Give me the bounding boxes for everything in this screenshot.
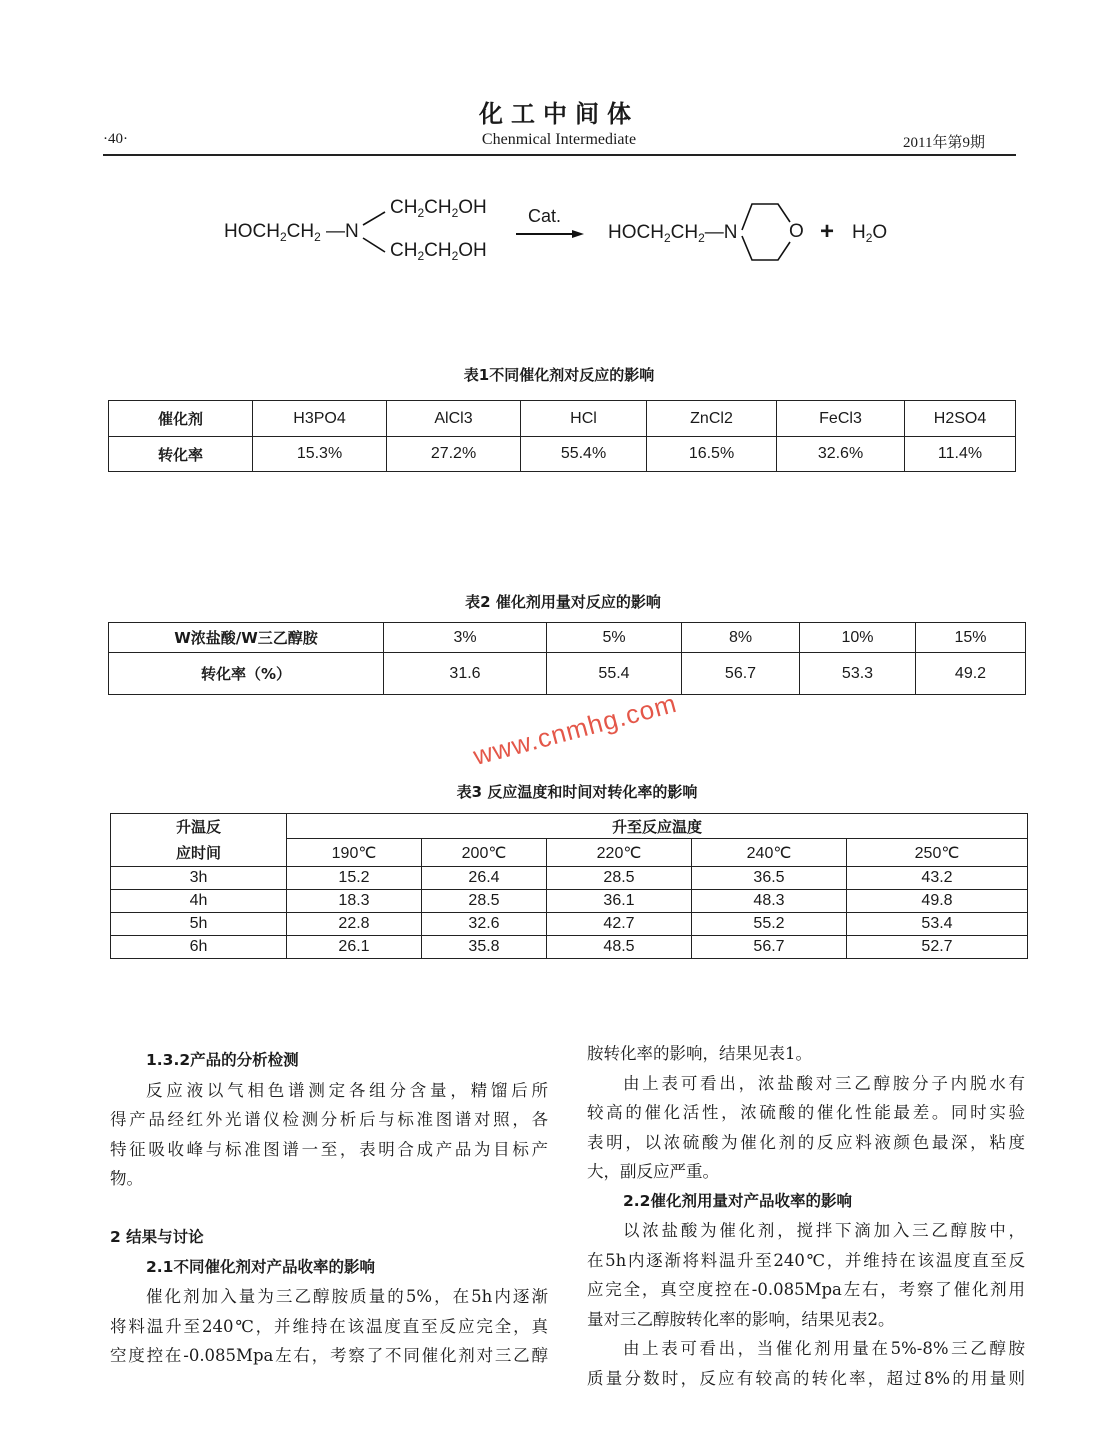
text-line: 表明，以浓硫酸为催化剂的反应料液颜色最深，粘度 <box>587 1132 1025 1152</box>
text-line: 应完全，真空度控在-0.085Mpa左右，考察了催化剂用 <box>587 1280 1025 1299</box>
table-row <box>111 814 1028 839</box>
table-cell: 26.1 <box>287 936 422 959</box>
table-cell: 转化率（%） <box>109 653 384 695</box>
table2 <box>108 622 1026 695</box>
table-cell: 53.4 <box>847 913 1028 936</box>
table-row <box>109 401 1016 437</box>
section-heading-2: 2 结果与讨论 <box>110 1228 204 1246</box>
table-cell: 43.2 <box>847 867 1028 890</box>
text-line: 反应液以气相色谱测定各组分含量，精馏后所 <box>146 1080 548 1100</box>
table-cell: 35.8 <box>422 936 547 959</box>
table3-caption: 表3 反应温度和时间对转化率的影响 <box>456 783 698 801</box>
plus-sign: + <box>820 218 835 245</box>
table-cell: 28.5 <box>422 890 547 913</box>
table-cell: 11.4% <box>905 437 1016 472</box>
text-line: 催化剂加入量为三乙醇胺质量的5%，在5h内逐渐 <box>146 1287 548 1306</box>
body-column-left <box>110 1046 548 1371</box>
table-cell: 48.3 <box>692 890 847 913</box>
table-cell: 18.3 <box>287 890 422 913</box>
table-cell: 32.6% <box>777 437 905 472</box>
table-cell: H2SO4 <box>905 401 1016 437</box>
table-row <box>111 839 1028 867</box>
table-cell: 31.6 <box>384 653 547 695</box>
section-heading-2-2: 2.2催化剂用量对产品收率的影响 <box>623 1191 852 1210</box>
table-cell: FeCl3 <box>777 401 905 437</box>
table-cell: 49.2 <box>916 653 1026 695</box>
text-line: 由上表可看出，当催化剂用量在5%-8%三乙醇胺 <box>623 1339 1025 1358</box>
table2-caption: 表2 催化剂用量对反应的影响 <box>465 593 661 611</box>
journal-title-en: Chenmical Intermediate <box>481 131 637 148</box>
table-cell: 升温反 <box>111 814 287 839</box>
table-cell: 4h <box>111 890 287 913</box>
table-cell: 42.7 <box>547 913 692 936</box>
table-row <box>111 936 1028 959</box>
table-cell: 49.8 <box>847 890 1028 913</box>
table-cell: W浓盐酸/W三乙醇胺 <box>109 623 384 653</box>
table-cell: 15.3% <box>253 437 387 472</box>
table1 <box>108 400 1016 472</box>
paragraph <box>587 1216 1025 1334</box>
table-row <box>111 890 1028 913</box>
table-row <box>111 867 1028 890</box>
table-cell: 催化剂 <box>109 401 253 437</box>
table-cell: 52.7 <box>847 936 1028 959</box>
table3 <box>110 813 1028 959</box>
table-cell: 16.5% <box>647 437 777 472</box>
section-heading-1-3-2: 1.3.2产品的分析检测 <box>146 1051 299 1069</box>
header-rule <box>103 154 1016 156</box>
table-cell: 56.7 <box>682 653 800 695</box>
table-cell: 250℃ <box>847 839 1028 867</box>
body-column-right <box>587 1039 1025 1393</box>
table-cell: 应时间 <box>111 839 287 867</box>
table-cell: 48.5 <box>547 936 692 959</box>
table-cell: ZnCl2 <box>647 401 777 437</box>
paragraph <box>587 1334 1025 1393</box>
table-row <box>111 913 1028 936</box>
reactant-branch-top: $CH_2CH_2OH$ <box>390 197 487 220</box>
text-line: 得产品经红外光谱仪检测分析后与标准图谱对照，各 <box>110 1110 548 1129</box>
water: $H_2O$ <box>852 222 888 245</box>
text-line: 特征吸收峰与标准图谱一至，表明合成产品为目标产 <box>110 1139 548 1159</box>
table-cell: 26.4 <box>422 867 547 890</box>
table-cell: 6h <box>111 936 287 959</box>
paragraph <box>110 1076 548 1194</box>
table-cell: HCl <box>521 401 647 437</box>
paragraph <box>110 1282 548 1371</box>
text-line: 胺转化率的影响，结果见表1。 <box>587 1044 812 1063</box>
table-cell: 53.3 <box>800 653 916 695</box>
table-cell: 36.5 <box>692 867 847 890</box>
table-cell: 220℃ <box>547 839 692 867</box>
table-cell: AlCl3 <box>387 401 521 437</box>
table-cell: 56.7 <box>692 936 847 959</box>
table-cell: 8% <box>682 623 800 653</box>
reactant-main: $HOCH_2CH_2$ —N <box>224 221 359 244</box>
reactant-branch-bottom: $CH_2CH_2OH$ <box>390 240 487 263</box>
text-line: 以浓盐酸为催化剂，搅拌下滴加入三乙醇胺中， <box>623 1221 1025 1240</box>
table-cell: 5h <box>111 913 287 936</box>
table-row <box>109 437 1016 472</box>
table-cell: 27.2% <box>387 437 521 472</box>
text-line: 空度控在-0.085Mpa左右，考察了不同催化剂对三乙醇 <box>110 1346 548 1365</box>
table-cell: 55.2 <box>692 913 847 936</box>
section-heading-2-1: 2.1不同催化剂对产品收率的影响 <box>146 1257 375 1276</box>
table-cell: 15.2 <box>287 867 422 890</box>
table-cell: 200℃ <box>422 839 547 867</box>
table1-caption: 表1不同催化剂对反应的影响 <box>463 366 655 384</box>
bond-lines <box>360 200 400 260</box>
table-cell: 10% <box>800 623 916 653</box>
issue-label: 2011年第9期 <box>903 135 985 151</box>
text-line: 质量分数时，反应有较高的转化率，超过8%的用量则 <box>587 1368 1025 1388</box>
text-line: 量对三乙醇胺转化率的影响，结果见表2。 <box>587 1309 895 1329</box>
table-cell: 240℃ <box>692 839 847 867</box>
table-cell: 28.5 <box>547 867 692 890</box>
text-line: 大，副反应严重。 <box>587 1162 719 1181</box>
catalyst-label: Cat. <box>528 206 562 226</box>
reaction-arrow-icon <box>516 228 586 240</box>
table-cell: H3PO4 <box>253 401 387 437</box>
table-cell: 32.6 <box>422 913 547 936</box>
page-number: ·40· <box>103 131 128 147</box>
table-cell: 22.8 <box>287 913 422 936</box>
ring-oxygen: O <box>789 221 804 242</box>
table-cell: 转化率 <box>109 437 253 472</box>
table-cell: 15% <box>916 623 1026 653</box>
journal-title-cn: 化工中间体 <box>479 99 639 128</box>
table-group-header: 升至反应温度 <box>287 814 1028 839</box>
table-cell: 190℃ <box>287 839 422 867</box>
watermark: www.cnmhg.com <box>470 687 681 771</box>
text-line: 在5h内逐渐将料温升至240℃，并维持在该温度直至反 <box>587 1250 1025 1270</box>
table-cell: 5% <box>547 623 682 653</box>
table-row <box>109 623 1026 653</box>
text-line: 物。 <box>110 1169 143 1188</box>
text-line: 较高的催化活性，浓硫酸的催化性能最差。同时实验 <box>587 1103 1025 1122</box>
text-line: 将料温升至240℃，并维持在该温度直至反应完全，真 <box>110 1316 548 1336</box>
text-line: 由上表可看出，浓盐酸对三乙醇胺分子内脱水有 <box>623 1073 1025 1093</box>
table-cell: 3% <box>384 623 547 653</box>
table-cell: 55.4% <box>521 437 647 472</box>
table-cell: 55.4 <box>547 653 682 695</box>
table-row <box>109 653 1026 695</box>
paragraph <box>587 1069 1025 1187</box>
table-cell: 3h <box>111 867 287 890</box>
table-cell: 36.1 <box>547 890 692 913</box>
product-main: $HOCH_2CH_2—N$ <box>608 222 738 245</box>
